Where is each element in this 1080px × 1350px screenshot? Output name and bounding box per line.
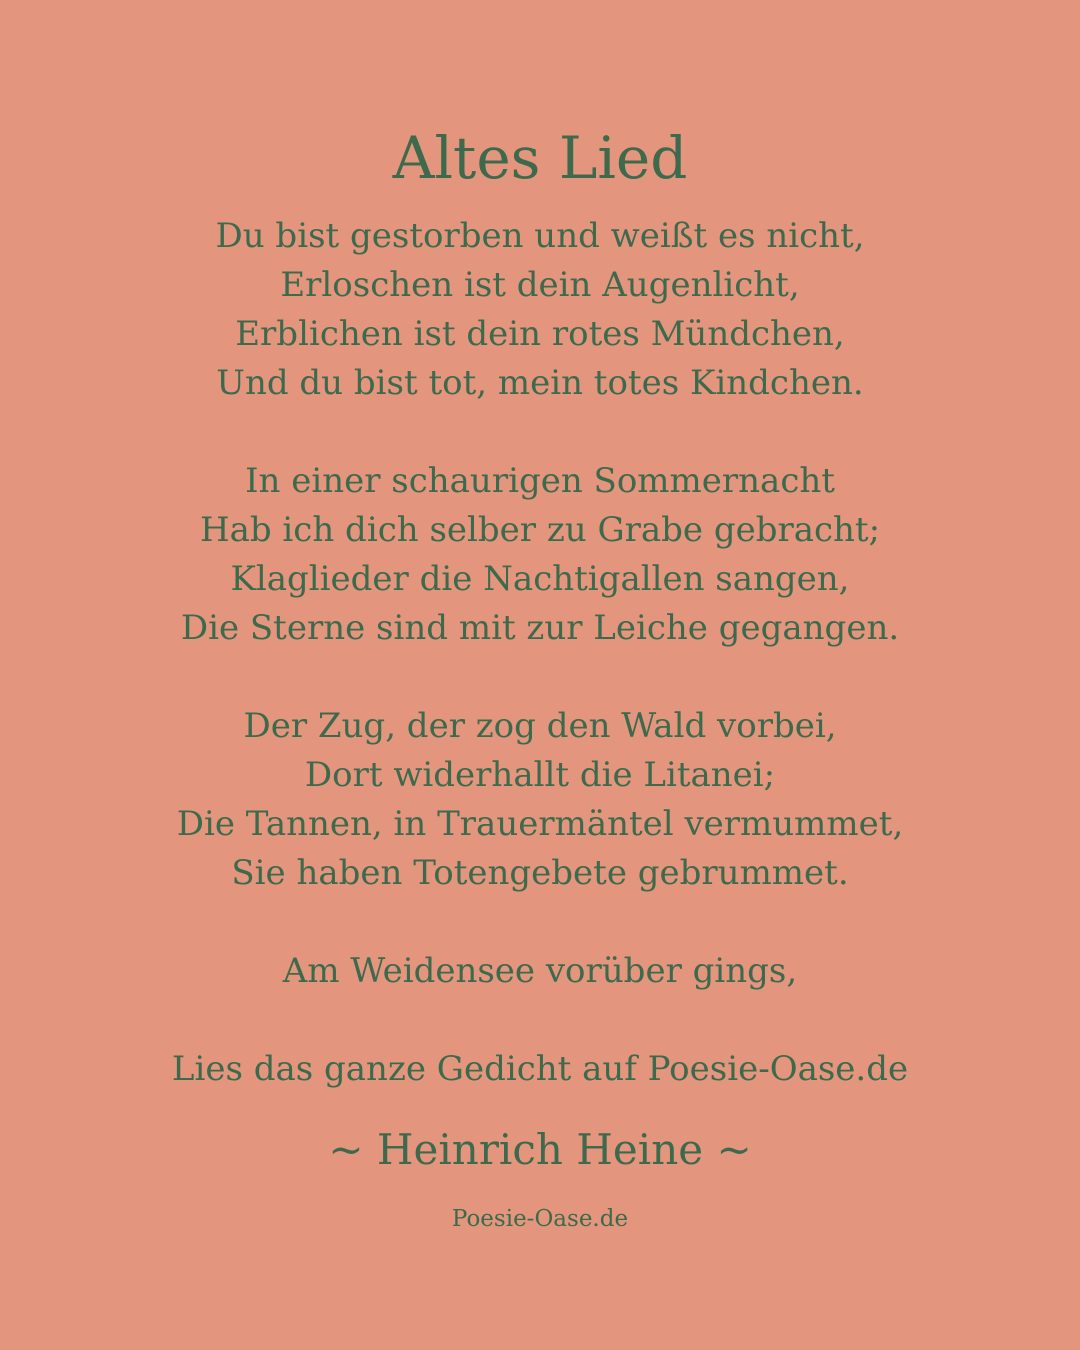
- poem-line: Sie haben Totengebete gebrummet.: [231, 853, 849, 893]
- stanza-3: [0, 702, 1080, 898]
- poem-line: Klaglieder die Nachtigallen sangen,: [230, 559, 850, 599]
- author-name: ~ Heinrich Heine ~: [328, 1125, 752, 1174]
- stanza-4: [0, 947, 1080, 996]
- poem-line: Hab ich dich selber zu Grabe gebracht;: [199, 510, 881, 550]
- poem-line: Am Weidensee vorüber gings,: [282, 951, 798, 991]
- stanza-1: [0, 212, 1080, 408]
- poem-line: Die Tannen, in Trauermäntel vermummet,: [176, 804, 904, 844]
- stanza-2: [0, 457, 1080, 653]
- poem-line: Erloschen ist dein Augenlicht,: [280, 265, 800, 305]
- site-watermark: Poesie-Oase.de: [451, 1206, 629, 1232]
- poem-line: Dort widerhallt die Litanei;: [304, 755, 776, 795]
- poem-line: In einer schaurigen Sommernacht: [245, 461, 835, 501]
- read-more-text: Lies das ganze Gedicht auf Poesie-Oase.de: [171, 1049, 909, 1089]
- poem-line: Die Sterne sind mit zur Leiche gegangen.: [180, 608, 900, 648]
- poem-line: Du bist gestorben und weißt es nicht,: [215, 216, 865, 256]
- poem-line: Und du bist tot, mein totes Kindchen.: [216, 363, 864, 403]
- poem-title: Altes Lied: [392, 124, 688, 192]
- poem-line: Der Zug, der zog den Wald vorbei,: [243, 706, 837, 746]
- poem-line: Erblichen ist dein rotes Mündchen,: [235, 314, 845, 354]
